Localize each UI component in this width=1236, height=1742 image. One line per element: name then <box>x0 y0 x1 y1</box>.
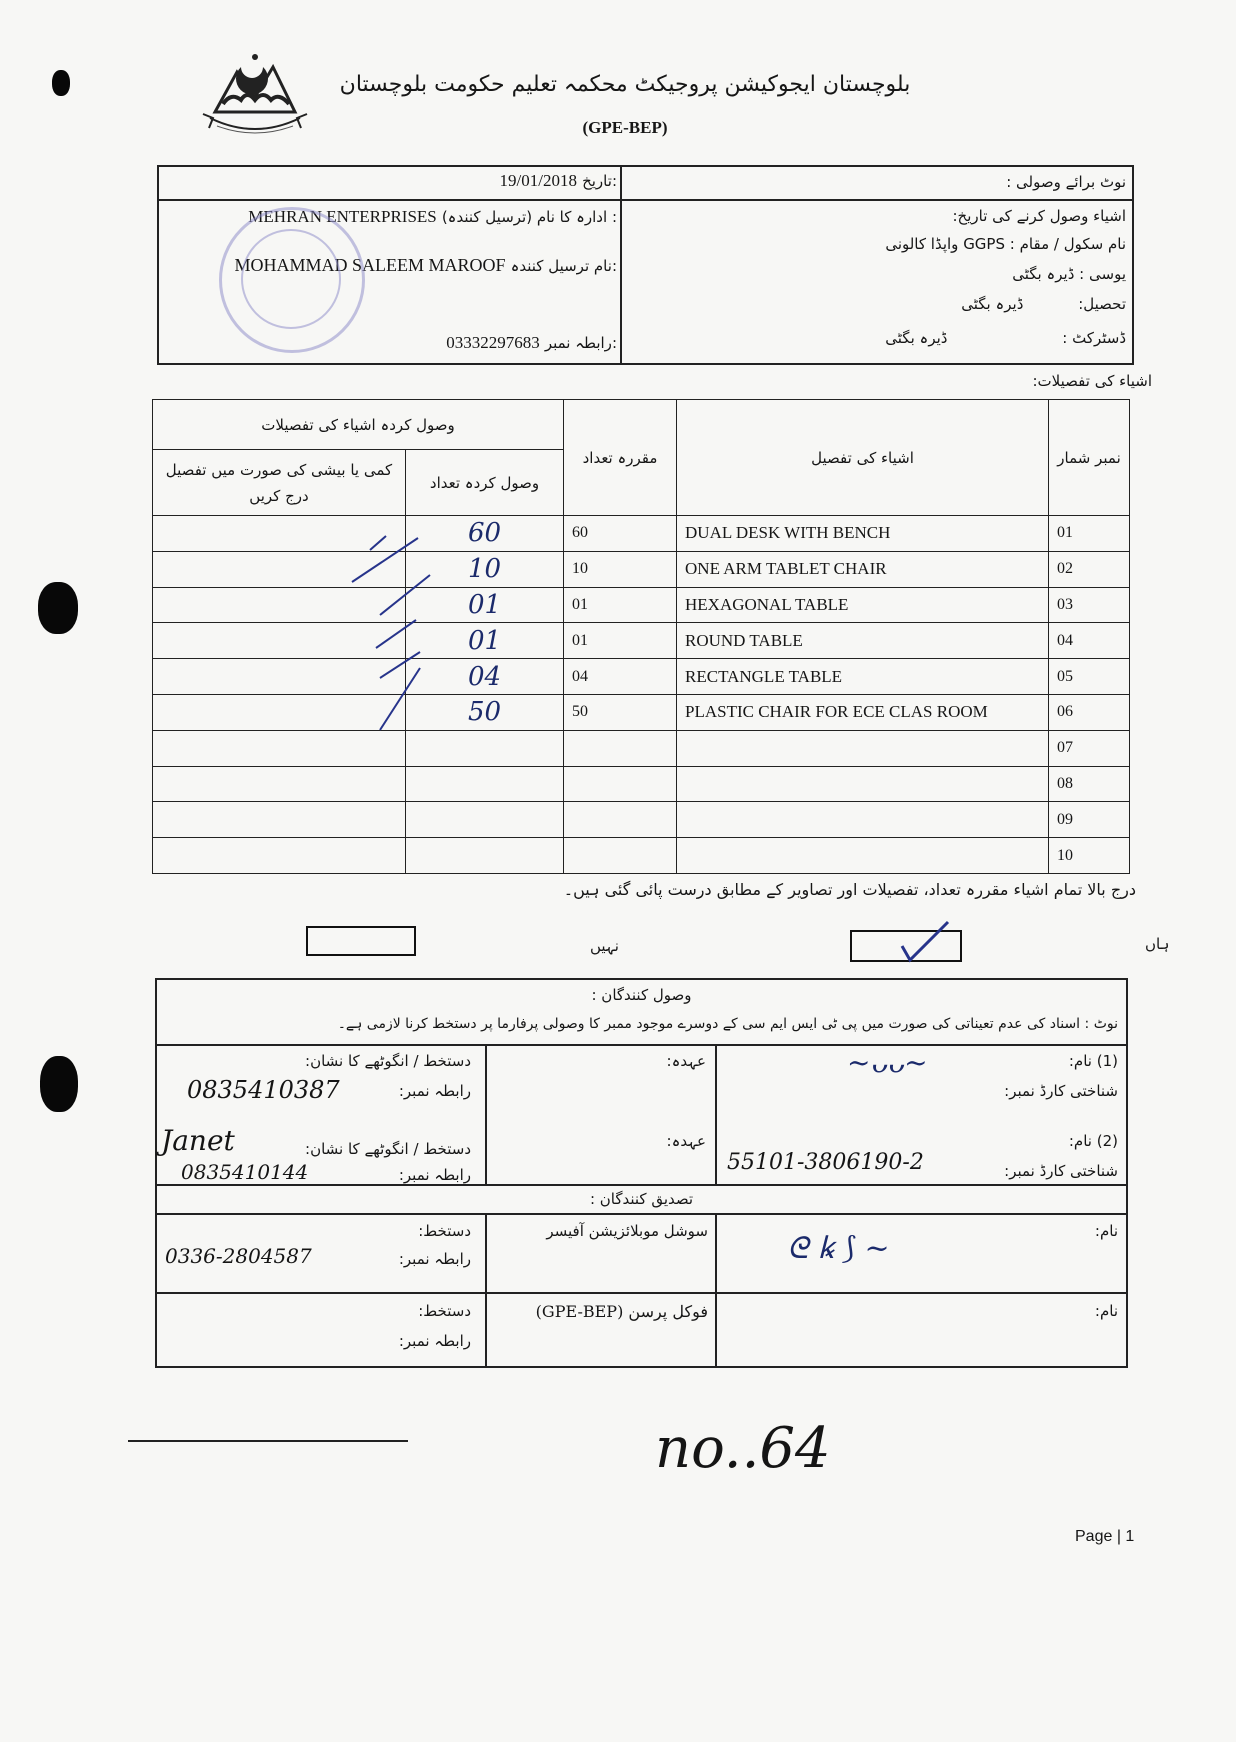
serial-cell: 03 <box>1049 587 1130 623</box>
receiver1-name-label: (1) نام: <box>1068 1052 1118 1070</box>
fixed-qty-cell: 60 <box>564 516 677 552</box>
school-value: GGPS واپڈا کالونی <box>885 235 1006 253</box>
table-row <box>153 838 1130 874</box>
shortage-header: کمی یا بیشی کی صورت میں تفصیل درج کریں <box>153 450 406 516</box>
description-cell: RECTANGLE TABLE <box>677 659 1049 695</box>
received-qty-cell <box>406 802 564 838</box>
fixed-qty-cell: 10 <box>564 551 677 587</box>
receivers-box <box>155 978 1128 1368</box>
received-qty-cell <box>406 766 564 802</box>
fixed-qty-cell <box>564 802 677 838</box>
header-title-english: (GPE-BEP) <box>582 118 668 137</box>
serial-header: نمبر شمار <box>1049 400 1130 516</box>
description-cell <box>677 838 1049 874</box>
verifier1-signature-name: ᘓ ꝃ ⟆ ~ <box>787 1231 890 1266</box>
verifier2-designation: فوکل پرسن (GPE-BEP) <box>535 1302 708 1321</box>
note-label: نوٹ برائے وصولی : <box>1006 173 1126 191</box>
sender-label: نام ترسیل کنندہ: <box>510 257 617 275</box>
header-title-urdu: بلوچستان ایجوکیشن پروجیکٹ محکمہ تعلیم حکومت بلوچستان <box>339 72 911 97</box>
no-label: نہیں <box>590 937 619 955</box>
shortage-cell <box>153 766 406 802</box>
description-cell <box>677 730 1049 766</box>
receiver2-cnic-label: شناختی کارڈ نمبر: <box>1004 1162 1118 1180</box>
received-qty-cell: 01 <box>406 587 564 623</box>
description-cell: ROUND TABLE <box>677 623 1049 659</box>
table-row <box>153 516 1130 552</box>
verifier1-contact-value: 0336-2804587 <box>165 1244 312 1268</box>
verifiers-heading: تصدیق کنندگان : <box>589 1190 694 1208</box>
uc-value: ڈیرہ بگٹی <box>1012 265 1075 283</box>
receivers-heading: وصول کنندگان : <box>591 986 692 1004</box>
description-cell <box>677 802 1049 838</box>
handwritten-document-number: no..64 <box>655 1416 831 1481</box>
receiver2-contact-label: رابطہ نمبر: <box>398 1166 471 1184</box>
receiver1-sign-label: دستخط / انگوٹھے کا نشان: <box>305 1052 471 1070</box>
receiver1-designation-label: عہدہ: <box>666 1052 706 1070</box>
checkmark-icon <box>852 918 964 964</box>
receiver2-sign-label: دستخط / انگوٹھے کا نشان: <box>305 1140 471 1158</box>
fixed-qty-cell <box>564 730 677 766</box>
fixed-qty-cell: 50 <box>564 694 677 730</box>
receiver1-signature-name: ~ᴗᴗ~ <box>847 1046 928 1079</box>
verifier1-sign-label: دستخط: <box>418 1222 471 1240</box>
table-row <box>153 694 1130 730</box>
contact-row <box>159 333 617 353</box>
description-cell: DUAL DESK WITH BENCH <box>677 516 1049 552</box>
fixed-qty-cell: 01 <box>564 623 677 659</box>
contact-label: رابطہ نمبر: <box>544 334 617 352</box>
date-row <box>159 171 617 191</box>
tehsil-row <box>961 295 1126 313</box>
district-row <box>885 329 1126 347</box>
no-checkbox[interactable] <box>306 926 416 956</box>
tehsil-label: تحصیل: <box>1078 295 1126 313</box>
yes-checkbox[interactable] <box>850 930 962 962</box>
serial-cell: 09 <box>1049 802 1130 838</box>
receivers-note: نوٹ : اسناد کی عدم تعیناتی کی صورت میں پی ٹی ایس ایم سی کے دوسرے موجود ممبر کا وصولی پرفارما پر دستخط کرنا لازمی ہے۔ <box>337 1016 1118 1032</box>
receiving-date-label: اشیاء وصول کرنے کی تاریخ: <box>952 207 1126 225</box>
fixed-qty-cell: 01 <box>564 587 677 623</box>
description-cell: ONE ARM TABLET CHAIR <box>677 551 1049 587</box>
fixed-qty-cell: 04 <box>564 659 677 695</box>
received-qty-cell: 01 <box>406 623 564 659</box>
fixed-qty-cell <box>564 838 677 874</box>
fixed-qty-header: مقررہ تعداد <box>564 400 677 516</box>
verifier1-contact-label: رابطہ نمبر: <box>398 1250 471 1268</box>
sender-value: MOHAMMAD SALEEM MAROOF <box>234 255 506 275</box>
company-value: MEHRAN ENTERPRISES <box>248 207 437 226</box>
serial-cell: 06 <box>1049 694 1130 730</box>
description-cell: HEXAGONAL TABLE <box>677 587 1049 623</box>
date-value: 19/01/2018 <box>499 171 577 190</box>
table-row <box>153 766 1130 802</box>
shortage-cell <box>153 838 406 874</box>
contact-value: 03332297683 <box>446 333 540 352</box>
table-row <box>153 623 1130 659</box>
serial-cell: 02 <box>1049 551 1130 587</box>
description-cell <box>677 766 1049 802</box>
scan-blot <box>38 582 78 634</box>
date-label: تاریخ: <box>582 172 617 190</box>
tehsil-value: ڈیرہ بگٹی <box>961 295 1024 313</box>
received-group-header: وصول کردہ اشیاء کی تفصیلات <box>153 400 564 450</box>
footer-rule <box>128 1440 408 1442</box>
gpe-bep-logo <box>195 42 315 142</box>
serial-cell: 01 <box>1049 516 1130 552</box>
receiver2-contact-value: 0835410144 <box>181 1160 309 1184</box>
description-header: اشیاء کی تفصیل <box>677 400 1049 516</box>
received-qty-cell: 10 <box>406 551 564 587</box>
verifier2-name-label: نام: <box>1094 1302 1118 1320</box>
table-row <box>153 587 1130 623</box>
items-table <box>152 399 1130 874</box>
table-row <box>153 730 1130 766</box>
shortage-cell <box>153 802 406 838</box>
serial-cell: 04 <box>1049 623 1130 659</box>
district-value: ڈیرہ بگٹی <box>885 329 948 347</box>
received-qty-cell <box>406 838 564 874</box>
table-row <box>153 551 1130 587</box>
company-row <box>159 207 617 227</box>
received-qty-cell: 50 <box>406 694 564 730</box>
shortage-check-marks <box>340 520 480 740</box>
verifier1-designation: سوشل موبلائزیشن آفیسر <box>546 1222 708 1240</box>
serial-cell: 10 <box>1049 838 1130 874</box>
receiver2-signature: Janet <box>161 1124 235 1157</box>
table-row <box>153 802 1130 838</box>
uc-label: یوسی : <box>1079 265 1126 283</box>
serial-cell: 07 <box>1049 730 1130 766</box>
uc-row <box>1012 265 1126 283</box>
school-row <box>885 235 1126 253</box>
receiver1-cnic-label: شناختی کارڈ نمبر: <box>1004 1082 1118 1100</box>
items-heading: اشیاء کی تفصیلات: <box>1032 372 1152 390</box>
scan-blot <box>52 70 70 96</box>
received-qty-cell: 04 <box>406 659 564 695</box>
school-label: نام سکول / مقام : <box>1009 235 1126 253</box>
receiver2-cnic-value: 55101-3806190-2 <box>727 1150 924 1175</box>
confirm-statement: درج بالا تمام اشیاء مقررہ تعداد، تفصیلات اور تصاویر کے مطابق درست پائی گئی ہیں۔ <box>563 880 1136 899</box>
serial-cell: 05 <box>1049 659 1130 695</box>
receipt-info-box <box>157 165 1134 365</box>
yes-label: ہاں <box>1145 935 1170 953</box>
district-label: ڈسٹرکٹ : <box>1062 329 1126 347</box>
receiver1-contact-value: 0835410387 <box>187 1076 340 1104</box>
receiver1-contact-label: رابطہ نمبر: <box>398 1082 471 1100</box>
receiver2-designation-label: عہدہ: <box>666 1132 706 1150</box>
scan-blot <box>40 1056 78 1112</box>
fixed-qty-cell <box>564 766 677 802</box>
verifier2-contact-label: رابطہ نمبر: <box>398 1332 471 1350</box>
company-label: ادارہ کا نام (ترسیل کنندہ) : <box>441 208 617 226</box>
receiver2-name-label: (2) نام: <box>1068 1132 1118 1150</box>
received-qty-header: وصول کردہ تعداد <box>406 450 564 516</box>
verifier2-sign-label: دستخط: <box>418 1302 471 1320</box>
page-number: Page | 1 <box>1075 1528 1135 1545</box>
description-cell: PLASTIC CHAIR FOR ECE CLAS ROOM <box>677 694 1049 730</box>
received-qty-cell: 60 <box>406 516 564 552</box>
table-row <box>153 659 1130 695</box>
verifier1-name-label: نام: <box>1094 1222 1118 1240</box>
serial-cell: 08 <box>1049 766 1130 802</box>
company-stamp-inner <box>241 229 341 329</box>
